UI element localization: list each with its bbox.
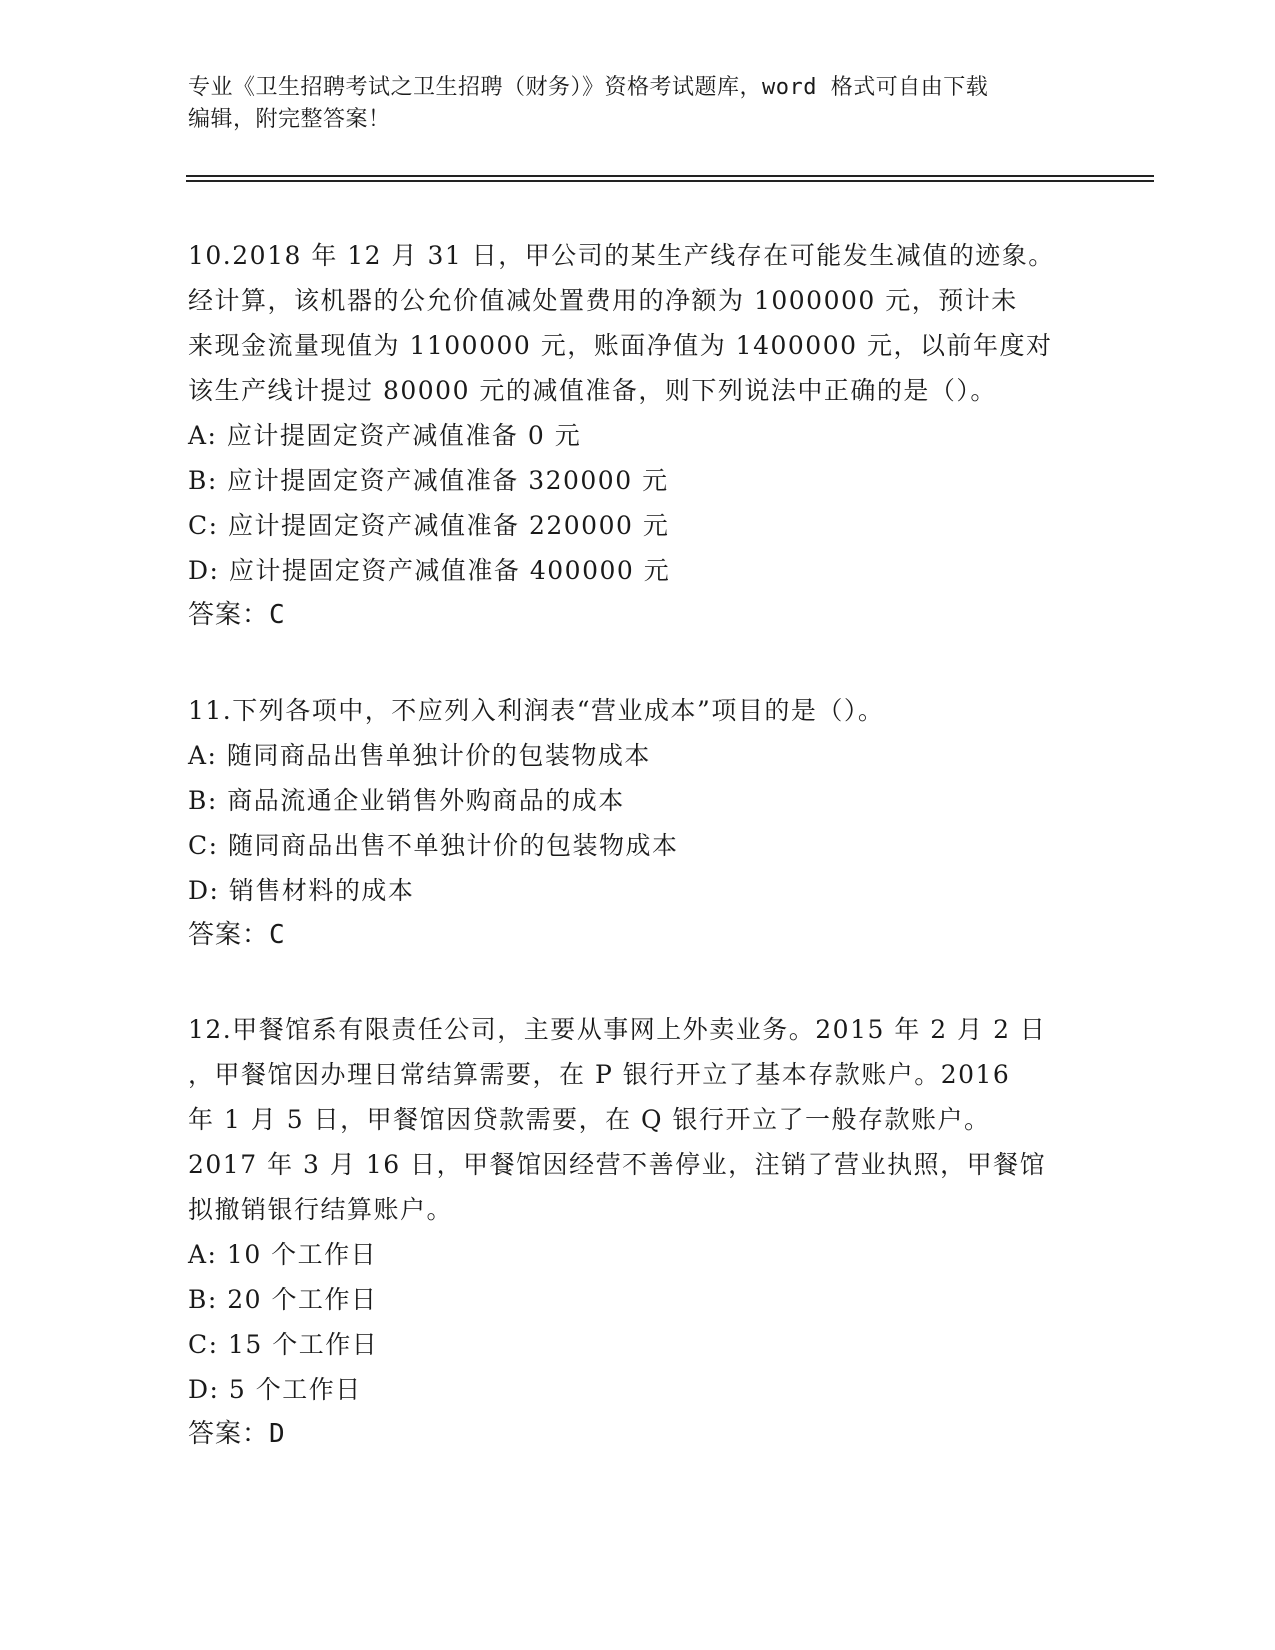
stem-line: 拟撤销银行结算账户。 <box>188 1195 454 1224</box>
header-divider-top <box>186 175 1154 177</box>
answer-label: 答案： <box>188 600 270 630</box>
option-d: D: 销售材料的成本 <box>188 876 415 905</box>
question-10 <box>188 233 1088 638</box>
answer-line <box>188 913 1088 958</box>
option-a: A: 应计提固定资产减值准备 0 元 <box>188 421 582 450</box>
option-d: D: 应计提固定资产减值准备 400000 元 <box>188 556 671 585</box>
stem-line: 10.2018 年 12 月 31 日，甲公司的某生产线存在可能发生减值的迹象。 <box>188 241 1055 270</box>
option-d: D: 5 个工作日 <box>188 1375 362 1404</box>
header-line-2: 编辑，附完整答案！ <box>188 107 391 132</box>
stem-line: 来现金流量现值为 1100000 元，账面净值为 1400000 元，以前年度对 <box>188 331 1053 360</box>
option-c: C: 15 个工作日 <box>188 1330 379 1359</box>
stem-line: 该生产线计提过 80000 元的减值准备，则下列说法中正确的是（）。 <box>188 376 997 405</box>
header-divider-bottom <box>186 180 1154 182</box>
option-b: B: 商品流通企业销售外购商品的成本 <box>188 786 625 815</box>
question-stem <box>188 233 1088 413</box>
stem-line: 2017 年 3 月 16 日，甲餐馆因经营不善停业，注销了营业执照，甲餐馆 <box>188 1150 1047 1179</box>
answer-value: D <box>269 1419 286 1449</box>
option-a: A: 随同商品出售单独计价的包装物成本 <box>188 741 651 770</box>
option-b: B: 应计提固定资产减值准备 320000 元 <box>188 466 669 495</box>
answer-value: C <box>269 920 286 950</box>
question-stem <box>188 688 1088 733</box>
stem-line: 11.下列各项中，不应列入利润表“营业成本”项目的是（）。 <box>188 696 885 725</box>
header-line-1: 专业《卫生招聘考试之卫生招聘（财务）》资格考试题库，word 格式可自由下载 <box>188 75 989 100</box>
document-header <box>188 72 1088 136</box>
option-b: B: 20 个工作日 <box>188 1285 378 1314</box>
stem-line: 经计算，该机器的公允价值减处置费用的净额为 1000000 元，预计未 <box>188 286 1018 315</box>
stem-line: 年 1 月 5 日，甲餐馆因贷款需要，在 Q 银行开立了一般存款账户。 <box>188 1105 991 1134</box>
answer-label: 答案： <box>188 920 270 950</box>
answer-value: C <box>269 600 286 630</box>
question-12 <box>188 1007 1088 1457</box>
option-c: C: 应计提固定资产减值准备 220000 元 <box>188 511 670 540</box>
answer-line <box>188 1412 1088 1457</box>
answer-line <box>188 593 1088 638</box>
stem-line: ，甲餐馆因办理日常结算需要，在 P 银行开立了基本存款账户。2016 <box>188 1060 1011 1089</box>
option-c: C: 随同商品出售不单独计价的包装物成本 <box>188 831 679 860</box>
answer-label: 答案： <box>188 1419 270 1449</box>
question-11 <box>188 688 1088 958</box>
option-a: A: 10 个工作日 <box>188 1240 378 1269</box>
stem-line: 12.甲餐馆系有限责任公司，主要从事网上外卖业务。2015 年 2 月 2 日 <box>188 1015 1047 1044</box>
question-stem <box>188 1007 1088 1232</box>
